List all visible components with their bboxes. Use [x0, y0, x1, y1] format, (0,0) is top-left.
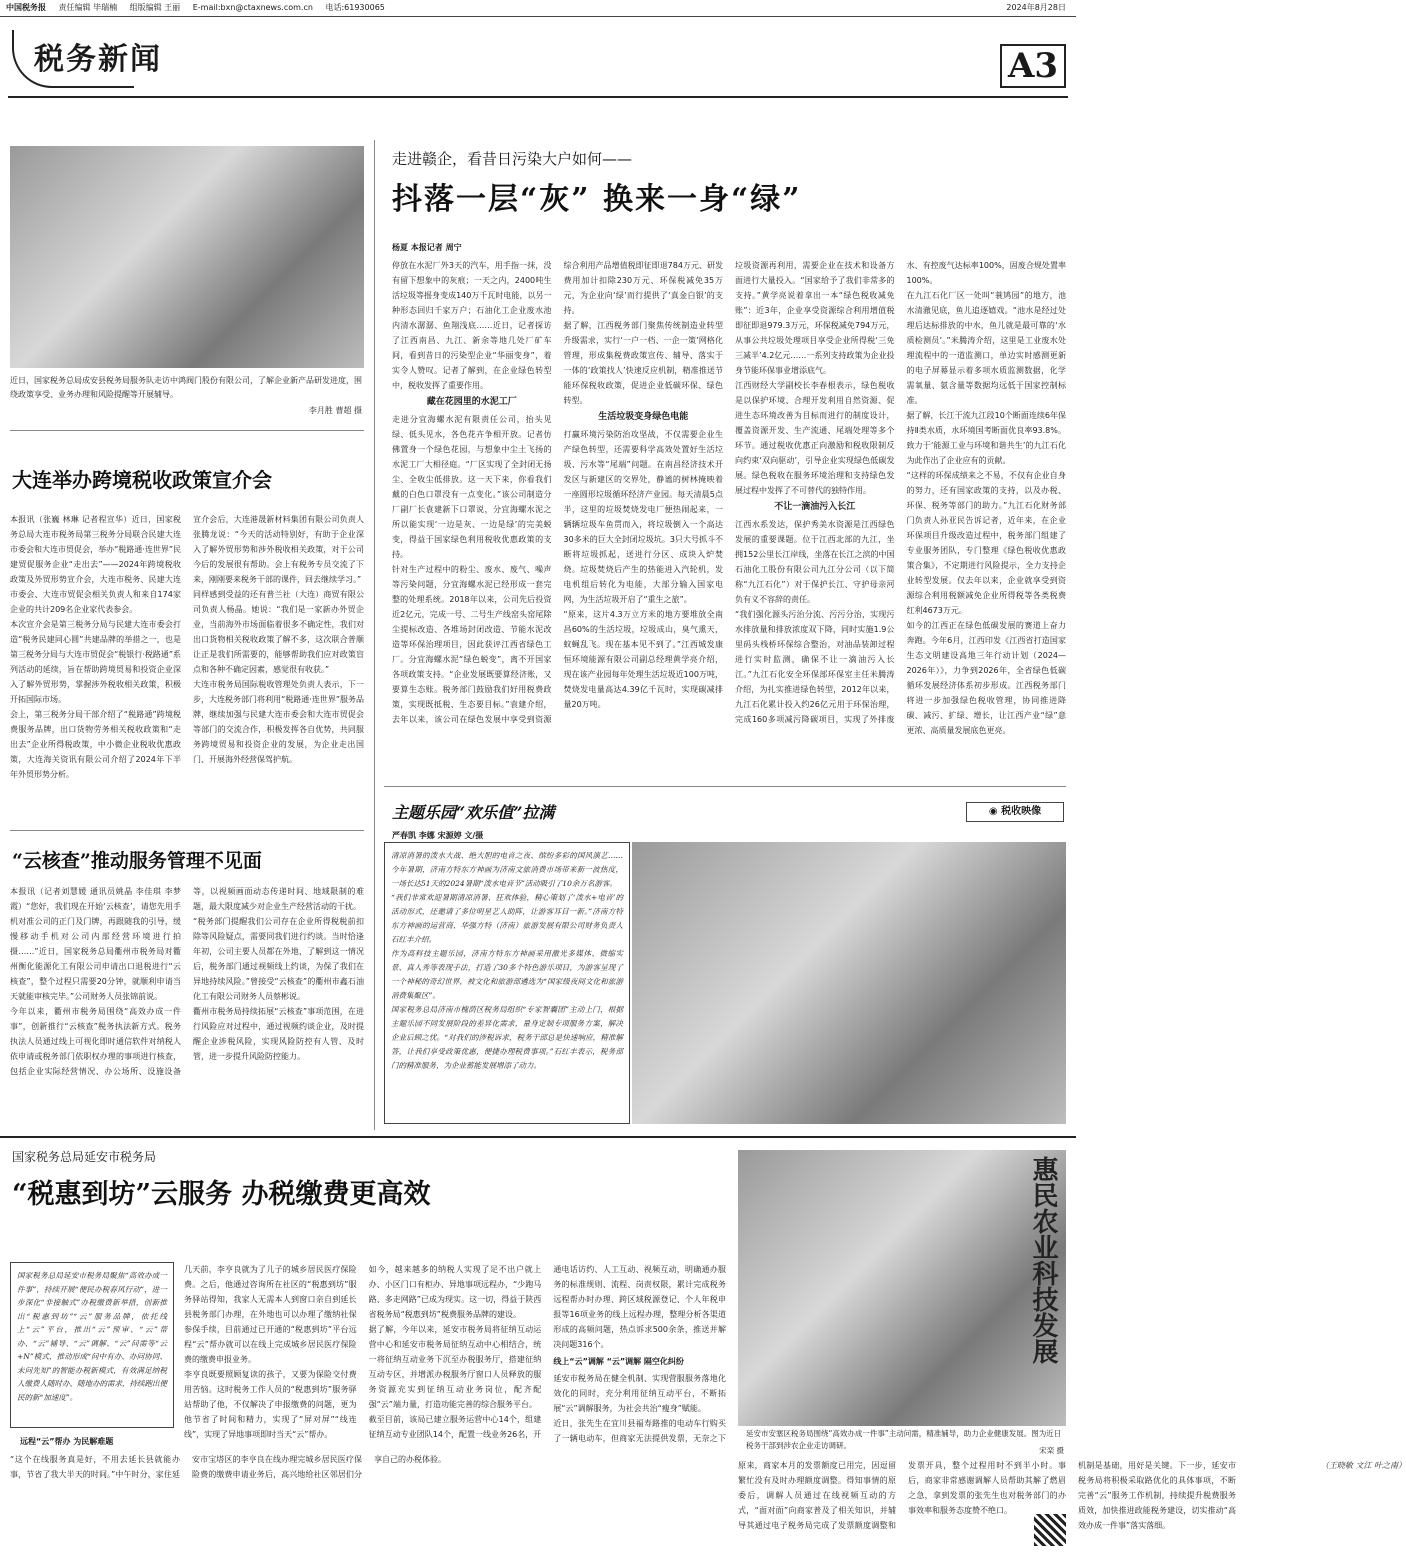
photo-farm-visit [738, 1150, 1066, 1426]
phone: 电话:61930065 [325, 3, 385, 12]
masthead [0, 0, 1076, 17]
dalian-para: 会上，第三税务分局干部介绍了“税路通”跨境税费服务品牌，出口货物劳务相关税收政策和“走出去”企业所得税政策，中小微企业税收优惠政策，大连海关资讯有限公司介绍了2024年下半年外贸形势分析。 [10, 710, 181, 779]
photo-story-para: 作为高科技主题乐园，济南方特东方神画采用激光多媒体、微缩实景、真人秀等表现手法，打造了30多个特色游乐项目，为游客呈现了一个神秘的奇幻世界，被文化和旅游部遴选为“国家级夜间文化和旅游消费集聚区”。 [391, 949, 623, 1000]
yanan-body-right [738, 1458, 1406, 1540]
photo-story-para: 国家税务总局济南市槐荫区税务局组织“专家智囊团”主动上门，根据主题乐园不同发展阶段的差异化需求，量身定制专项服务方案，解决企业后顾之忧。“对我们的涉税诉求，税务干部总是快速响应，精准解答，让我们享受政策优惠，便捷办理税费事项。”石红丰表示，税务部门的精准服务，为企业蓄能发展增添了动力。 [391, 1005, 623, 1070]
yanan-para: 如今，越来越多的纳税人实现了足不出户就上办、小区门口有柜办、异地事项远程办，“少跑马路、多走网路”已成为现实。这一切，得益于陕西省税务局“税惠到坊”税费服务品牌的建设。 [368, 1265, 542, 1319]
photo-story-headline: 主题乐园“欢乐值”拉满 [392, 803, 555, 822]
qr-code-icon [1034, 1514, 1066, 1546]
section-title: 税务新闻 [34, 42, 162, 77]
section-rule [0, 1136, 1076, 1138]
feature-para: 江西财经大学副校长李春根表示，绿色税收是以保护环境、合理开发利用自然资源、促进生态环境改善为目标而进行的制度设计，覆盖资源开发、生产流通、尾端处理等多个环节。通过税收优惠正向激励和税收限制反向约束‘双向驱动’，引导企业实现绿色低碳发展。绿色税收在服务环境治理和支持绿色发展过程中发挥了不可替代的独特作用。 [735, 381, 895, 495]
dalian-para: 宣介会后，大连港晟新材料集团有限公司负责人张腾龙说：“今天的活动特别好，有助于企业深入了解外贸形势和涉外税收相关政策，对于公司今后的发展很有帮助。会上有税务专员交流了下来，刚刚要来税务干部的课件，回去继续学习。” [193, 515, 364, 584]
feature-headline: 抖落一层“灰” 换来一身“绿” [392, 182, 802, 217]
feature-para: 如今的江西正在绿色低碳发展的赛道上奋力奔跑。今年6月，江西印发《江西省打造国家生态文明建设高地三年行动计划（2024—2026年）》，力争到2026年，全省绿色低碳循环发展经济体系初步形成。江西税务部门将进一步加强绿色税收管理，协同推进降碳、减污、扩绿、增长，让江西产业“绿”意更浓、高质量发展底色更亮。 [906, 621, 1066, 735]
yunhecha-para: 本报讯（记者刘慧媛 通讯员姚晶 李佳琪 李梦霞）“您好，我们现在开始‘云核查’，请您先用手机对准公司的正门及门牌，再跟随我的引导，缓慢移动手机对公司内部经营环境进行拍摄……”近日，国家税务总局衢州市税务局对衢州衡化能源化工有限公司申请出口退税进行“云核查”，整个过程只需要20分钟，就顺利申请当天就能审核完毕。”公司财务人员张锦前说。 [10, 887, 181, 1001]
yanan-subhead: 线上“云”调解 “云”调解 隔空化纠纷 [553, 1357, 684, 1366]
feature-byline: 杨夏 本报记者 周宁 [392, 243, 462, 252]
yanan-para: 李亨良既要照顾复读的孩子，又要为保险交付费用苦恼。这时税务工作人员的“税惠到坊”服务驿站帮助了他，不仅解决了申报缴费的问题，更为他节省了时间和精力，实现了“屏对屏”“线连线”，实现了异地事项即时当天“云”帮办。 [184, 1370, 357, 1439]
yanan-para: “这个在线服务真是好，不用去延长县就能办事，节省了我大半天的时间。”中午时分，家住延安市宝塔区的李亨良在线办理完城乡居民医疗保险费的缴费申请业务后，高兴地给社区邻居们分享自己的办税体验。 [10, 1455, 446, 1479]
feature-para: 据了解，长江干流九江段10个断面连续6年保持Ⅱ类水质，水环境国考断面优良率93.8%。致力于‘能源工业与环境和谐共生’的九江石化为此作出了企业应有的贡献。 [906, 411, 1066, 465]
feature-subhead: 不让一滴油污入长江 [774, 502, 856, 512]
feature-para: 据了解，江西税务部门聚焦传统制造业转型升级需求，实行‘一户一档、一企一策’网格化管理，形成集税费政策宣传、辅导、落实于一体的‘政策找人’快速反应机制，精准推送节能环保税收政策，促进企业低碳环保、绿色转型。 [563, 321, 723, 405]
badge-text: 税收映像 [1001, 806, 1042, 817]
yanan-body [10, 1452, 726, 1544]
yanan-para: 原来，商家本月的发票额度已用完，因逗留繁忙没有及时办理额度调整。得知事情的原委后，调解人员通过在线视频互动的方式，“面对面”向商家普及了相关知识，并辅导其通过电子税务局完成了发票额度调整和发票开具，整个过程用时不到半小时。事后，商家非常感谢调解人员帮助其解了燃眉之急，拿到发票的张先生也对税务部门的办事效率和服务态度赞不绝口。 [738, 1461, 1066, 1530]
dalian-para: 本报讯（张巍 林琳 记者程宣华）近日，国家税务总局大连市税务局第三税务分局联合民建大连市委会和大连市贸促会，举办“税路通·连世界”民建贸促服务企业“走出去”——2024年跨境税收政策及外贸形势宣介会，大连市税务、民建大连市委会、大连市贸促会相关负责人和来自174家企业的共计209名企业家代表参会。 [10, 515, 181, 614]
photo-story-byline: 严春凯 李娜 宋源婷 文/摄 [392, 831, 484, 840]
yunhecha-body [10, 884, 364, 1128]
dalian-para: 本次宣介会是第三税务分局与民建大连市委会打造“税务民建同心圆”共建品牌的举措之一，也是第三税务分局与大连市贸促会“税银行·税路通”系列活动的延续，旨在帮助跨境贸易和投资企业深入了解外贸形势，掌握涉外税收相关政策，积极开拓国际市场。 [10, 620, 181, 704]
feature-para: “原来，这片4.3万立方米的地方要堆放全南昌60%的生活垃圾，垃圾成山，臭气熏天，蚊蝇乱飞。现在基本见不到了。”江西城发康恒环境能源有限公司副总经理黄学亮介绍，现在该产业园每年处理生活垃圾近100万吨，焚烧发电量高达4.39亿千瓦时，实现碳减排量20万吨。 [563, 610, 723, 709]
feature-para: 垃圾资源再利用，需要企业在技术和设备方面进行大量投入。“国家给予了我们非常多的支持。”黄学亮说着拿出一本“绿色税收减免账”：近3年，企业享受资源综合利用增值税即征即退979.3万元，环保税减免794万元，从事公共垃圾处理项目享受企业所得税‘三免三减半’4.2亿元……一系列支持政策为企业投身节能环保事业增添底气。 [735, 261, 895, 375]
yanan-para: 据了解，今年以来，延安市税务局将征纳互动运营中心和延安市税务局征纳互动中心相结合，统一将征纳互动业务下沉至办税服务厅，搭建征纳互动专区，并增派办税服务厅窗口人员释放的服务资源充实到征纳互动业务岗位，配齐配强“云”端力量，打造功能完善的综合服务平台。 [368, 1325, 542, 1409]
feature-para: “这样的环保成绩来之不易，不仅有企业自身的努力，还有国家政策的支持，以及办税、环保、税务等部门的助力。”九江石化财务部门负责人孙亚民告诉记者，近年来，在企业环保项目升级改造过程中，税务部门组建了专业服务团队，专门整理《绿色税收优惠政策合集》，不定期进行风险提示，全力支持企业转型发展。仅去年以来，企业就享受到资源综合利用税额减免企业所得税等各类税费红利4673万元。 [906, 471, 1066, 615]
feature-para: 针对生产过程中的粉尘、废水、废气、噪声等污染问题，分宜海螺水泥已经形成一套完整的处理系统。2018年以来，公司先后投资近2亿元，完成一号、二号生产线窑头窑尾除尘提标改造、各堆场封闭改造、节能水泥改造等环保治理项目，因此获评江西省绿色工厂。分宜海螺水泥“绿色蜕变”，离不开国家各项政策支持。“企业发展既要算经济账，又要算生态账。税务部门鼓励我们好用税费政策，实现既抵税、生态要目标。”袁建介绍，去年以来，该公司在绿色发展中享受到资源综合利用产品增值税即征即退784万元、研发费用加计扣除230万元、环保税减免35万元，为企业向‘绿’而行提供了‘真金白银’的支持。 [392, 261, 723, 724]
yunhecha-headline: “云核查”推动服务管理不见面 [12, 850, 262, 872]
dalian-body [10, 512, 364, 822]
yanan-para: 几天前，李亨良就为了儿子的城乡居民医疗保险费。之后，他通过咨询所在社区的“税惠到坊”服务驿站得知，我家人无需本人到窗口亲自到延长县税务部门办理，在外地也可以办理了缴纳社保参保手续，目前通过已开通的“税惠到坊”平台远程“云”帮办就可以在线上完成城乡居民医疗保险费的缴费申报业务。 [184, 1265, 357, 1364]
page-number: A3 [1000, 44, 1066, 88]
photo1-caption: 近日，国家税务总局成安县税务局服务队走访中鸿阀门股份有限公司，了解企业新产品研发进度，围绕政策享受、业务办理和风险提醒等开展辅导。 [10, 376, 362, 399]
dalian-para: 大连市税务局国际税收管理处负责人表示，下一步，大连税务部门将利用“税路通·连世界”服务品牌，继续加强与民建大连市委会和大连市贸促会等部门的交流合作，积极发挥各自优势，共同服务跨境贸易和投资企业的发展，为企业走出国门、开展海外经营保驾护航。 [193, 680, 364, 764]
photo-story-para: 清凉消暑的泼水大战、绝大胆的电音之夜、缤纷多彩的国风演艺……今年暑期，济南方特东方神画为济南文旅消费市场带来新一波热度，一场长达51天的2024暑期“泼水电音节”活动吸引了10余万名游客。 [391, 851, 623, 888]
feature-body [392, 258, 1066, 774]
feature-para: “我们强化源头污治分流、污污分治，实现污水排放量和排放浓度双下降，同时实施1.9公里码头栈桥环保综合整治，对油品装卸过程进行实时监测，确保不让一滴油污入长江。”九江石化安全环保部环保室主任米腾涛介绍，为扎实推进绿色转型，2012年以来，九江石化累计投入约26亿元用于环保治理，完成160多项减污降碳项目，实现了外排废水、有控废气达标率100%，固废合规处置率100%。 [735, 261, 1066, 724]
yunhecha-para: 今年以来，衢州市税务局围绕“高效办成一件事”，创新推行“云核查”税务执法新方式。税务执法人员通过线上可视化即时通信软件对纳税人依申请或税务部门依职权办理的事项进行核查，包括企业实际经营情况、办公场所、设施设备等，以视频画面动态传递时间、地域限制的难题，最大限度减少对企业生产经营活动的干扰。 [10, 887, 364, 1076]
feature-para: 打赢环境污染防治攻坚战，不仅需要企业生产绿色转型，还需要科学高效处置好生活垃圾、污水等“尾端”问题。在南昌经济技术开发区与新建区的交界处，静谧的树林掩映着一座圆形垃圾循环经济产业园。每天清晨5点半，这里的垃圾焚烧发电厂便热闹起来，一辆辆垃圾车鱼贯而入，将垃圾倒入一个高达30多米的巨大全封闭垃圾坑。3只大号抓斗不断将垃圾抓起，送进行分区、成块入炉焚烧。垃圾焚烧后产生的热能进入汽轮机，发电机组后转化为电能，大部分输入国家电网，为生活垃圾开启了“重生之旅”。 [563, 430, 723, 604]
yanan-lead: 国家税务总局延安市税务局聚焦“高效办成一件事”，持续开展“便民办税春风行动”，进一步深化“非接触式”办税缴费新举措，创新推出“税惠到坊”“云”服务品牌，依托线上“云”平台，推出“云”预审、“云”帮办、“云”辅导、“云”调解、“云”问需等“云+N”模式，推动形成“问中有办、办问协同、未问先知”的智能办税新模式，有效满足纳税人缴费人随时办、随地办的需求，持续跑出便民的新“加速度”。 [10, 1262, 174, 1428]
yanan-body-main [184, 1262, 726, 1452]
divider [10, 430, 364, 431]
photo-story-para: “我们非常欢迎暑期清凉消暑、狂欢体验，精心策划了‘泼水+电音’的活动形式，还邀请了多位明星艺人助阵，让游客耳目一新。”济南方特东方神画的运营商、华强方特（济南）旅游发展有限公司财务负责人石红丰介绍。 [391, 893, 623, 944]
section-band [8, 26, 1068, 98]
yanan-para: 延安市税务局在健全机制、实现营服服务落地化效化的同时，充分利用征纳互动平台，不断拓展“云”调解服务，为社会共治“瘦身”赋能。 [553, 1374, 726, 1413]
feature-para: 停放在水泥厂外3天的汽车，用手指一抹，没有留下想象中的灰痕；一天之内，2400吨生活垃圾等摇身变成140万千瓦时电能，以另一种形态回归千家万户；石油化工企业废水池内清水潺潺、鱼翔浅底……近日，记者探访了江西南昌、九江、新余等地几处厂矿车间，看到昔日的污染型企业“华丽变身”，着实令人赞叹。记者了解到，在企业绿色转型中，税收发挥了重要作用。 [392, 261, 552, 390]
tax-image-badge [966, 802, 1064, 822]
date: 2024年8月28日 [1006, 3, 1066, 12]
photo1-credit: 李月胜 曹超 摄 [308, 406, 362, 415]
banner-text: 惠民农业科技发展 [1028, 1156, 1058, 1364]
yanan-headline: “税惠到坊”云服务 办税缴费更高效 [12, 1179, 431, 1210]
photo-theme-park [632, 842, 1066, 1124]
divider [10, 830, 364, 831]
feature-para: 在九江石化厂区一处叫“蓑鸠园”的地方，池水清澈见底，鱼儿追逐嬉戏。“池水是经过处理后达标排放的中水，鱼儿就是最可靠的‘水质检测员’。”米腾涛介绍，这里是工业废水处理流程中的一道监测口，单边实时感测更新的电子屏幕显示着多项水质监测数据，化学需氧量、氨含量等数据均远低于国家控制标准。 [906, 291, 1066, 405]
feature-kicker: 走进赣企，看昔日污染大户如何—— [392, 150, 633, 168]
photo-factory-visit [10, 146, 364, 368]
feature-subhead: 藏在花园里的水泥工厂 [426, 397, 517, 407]
dalian-headline: 大连举办跨境税收政策宣介会 [12, 468, 272, 492]
paper-name: 中国税务报 [6, 3, 46, 12]
editor: 责任编辑 毕瑞楠 [58, 3, 118, 12]
yanan-para: 近日，张先生在宜川县福寿路推的电动车行购买了一辆电动车，但商家无法提供发票，无奈之下 [553, 1419, 726, 1443]
divider [384, 786, 1066, 787]
layout-editor: 组版编辑 王丽 [129, 3, 181, 12]
feature-para: 江西水系发达，保护秀美水资源是江西绿色发展的重要课题。位于江西北部的九江，坐拥152公里长江岸线，坐落在长江之滨的中国石油化工股份有限公司九江分公司（以下简称“九江石化”）对于保护长江、守护母亲河负有义不容辞的责任。 [735, 520, 895, 604]
photo-story-text [384, 842, 630, 1124]
feature-subhead: 生活垃圾变身绿色电能 [598, 412, 689, 422]
yanan-kicker: 国家税务总局延安市税务局 [12, 1150, 157, 1164]
yanan-photo-caption: 延安市安塞区税务局围绕“高效办成一件事”主动问需，精准辅导，助力企业健康发展。图为近日税务干部到涉农企业走访调研。 [746, 1429, 1062, 1450]
yanan-para: 机制是基础，用好是关键。下一步，延安市税务局将积极采取路优化的具体事项，不断完善“云”服务工作机制，持续提升税费服务质效，加快推进政能税务建设，切实推动“高效办成一件事”落实落细。 [1078, 1461, 1236, 1530]
email: E-mail:bxn@ctaxnews.com.cn [192, 3, 313, 12]
yanan-subhead: 远程“云”帮办 为民解难题 [20, 1437, 114, 1446]
yunhecha-para: “税务部门提醒我们公司存在企业所得税税前扣除等风险疑点，需要同我们进行约谈。当时恰逢年初，公司主要人员都在外地，了解到这一情况后，税务部门通过视频线上约谈，为保了我们在异地持续风险。”曾接受“云核查”的衢州市鑫石油化工有限公司财务人员蔡彬说。 [193, 917, 364, 1001]
column-rule [374, 140, 375, 1130]
camera-icon: ◉ [988, 806, 998, 817]
feature-para: 走进分宜海螺水泥有限责任公司，抬头见绿、低头见水，各色花卉争相开放。记者仿佛置身一个绿色花园，与想象中尘土飞扬的水泥工厂大相径庭。“厂区实现了全封闭无扬尘、全收尘低排放。这一天下来，你看我们戴的白色口罩没有一点变化。”该公司制造分厂副厂长袁建新下口罩说，分宜海螺水泥之所以能实现‘一边是灰、一边是绿’的完美蜕变，得益于国家绿色利用税收优惠政策的支持。 [392, 415, 552, 559]
yunhecha-para: 衢州市税务局持续拓展“云核查”事项范围，在进行风险应对过程中，通过视频约谈企业，及时提醒企业涉税风险，实现风险防控有人管、及时管，进一步提升风险防控能力。 [193, 1007, 364, 1061]
yanan-signoff: （王晓敏 文江 叶之南） [1320, 1461, 1406, 1470]
yanan-photo-credit: 宋栾 摄 [1039, 1446, 1064, 1455]
dalian-para: 同样感到受益的还有普兰社（大连）商贸有限公司负责人杨晶。她说：“我们是一家新办外贸企业，当前海外市场面临着很多不确定性，我们对出口货物相关税收政策了解不多，这次联合普顺让正是我们所需要的，能够帮助我们应对政策盲点和各种不确定因素，感觉很有收获。” [193, 590, 364, 674]
yanan-para: 截至目前，该局已建立服务运营中心14个，组建征纳互动专业团队14个，配置一线业务26名，开通电话访约、人工互动、视频互动，明确通办服务的标准规则、流程、岗责权限，累计完成税务远程帮办时办理、跨区域税源登记、个人年税申报等16项业务的线上远程办理，整理分析各渠道形成的高频问题，热点诉求500余条，推送并解决问题316个。 [368, 1265, 726, 1439]
